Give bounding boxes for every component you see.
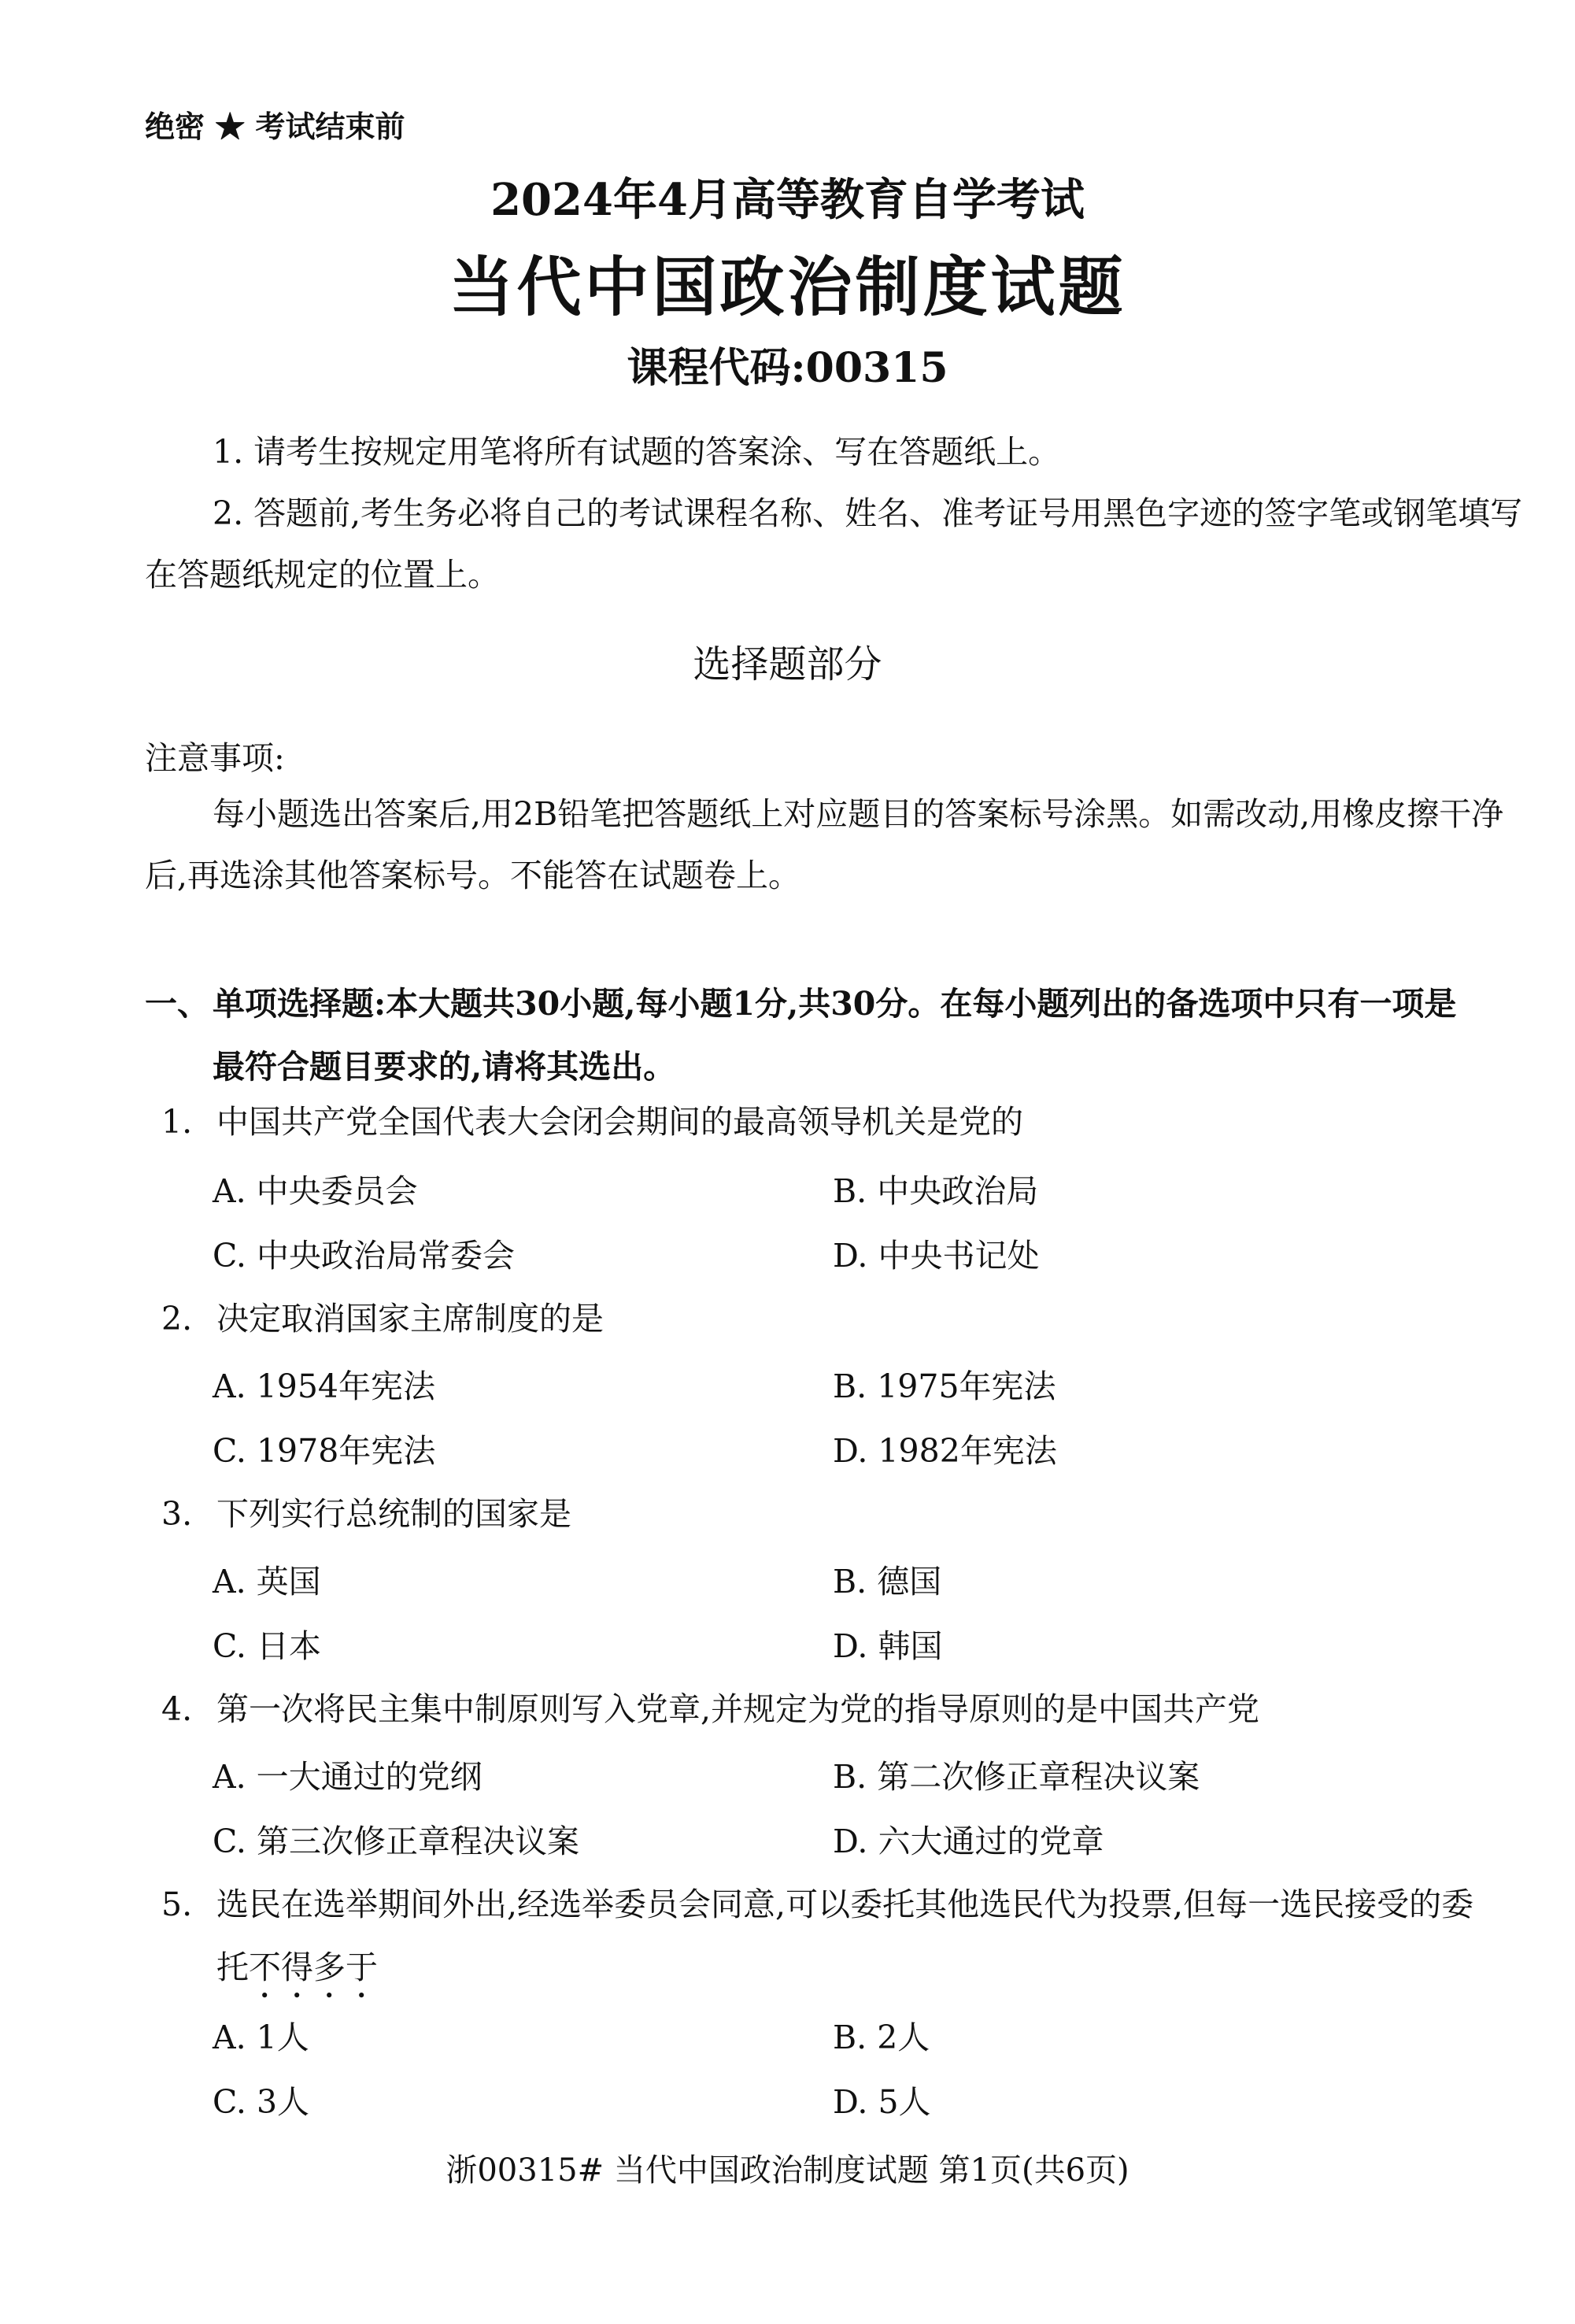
confidentiality-mark: 绝密 ★ 考试结束前 [145, 109, 405, 144]
question-stem: 决定取消国家主席制度的是 [216, 1300, 604, 1338]
question-2 [161, 1287, 1484, 1350]
option-b: B. 2人 [833, 2019, 930, 2056]
question-stem [161, 1873, 1484, 2005]
option-d: D. 5人 [833, 2083, 931, 2121]
part-heading-text: 单项选择题:本大题共30小题,每小题1分,共30分。在每小题列出的备选项中只有一项是最符合题目要求的,请将其选出。 [213, 985, 1457, 1086]
question-3 [161, 1482, 1484, 1545]
question-number: 2. [161, 1300, 193, 1338]
instruction-1: 1. 请考生按规定用笔将所有试题的答案涂、写在答题纸上。 [213, 433, 1061, 471]
option-a: A. 中央委员会 [213, 1172, 418, 1210]
subject-title: 当代中国政治制度试题 [449, 250, 1126, 325]
notes-text: 每小题选出答案后,用2B铅笔把答题纸上对应题目的答案标号涂黑。如需改动,用橡皮擦干净后,再选涂其他答案标号。不能答在试题卷上。 [145, 795, 1504, 894]
course-code: 课程代码:00315 [627, 344, 948, 392]
question-stem: 中国共产党全国代表大会闭会期间的最高领导机关是党的 [216, 1103, 1023, 1141]
question-number: 3. [161, 1495, 193, 1533]
question-5 [161, 1873, 1484, 2005]
option-b: B. 德国 [833, 1563, 942, 1601]
option-b: B. 中央政治局 [833, 1172, 1039, 1210]
question-number: 5. [161, 1885, 193, 1923]
option-a: A. 1人 [213, 2019, 309, 2056]
exam-title: 2024年4月高等教育自学考试 [490, 174, 1085, 226]
question-stem-text: 选民在选举期间外出,经选举委员会同意,可以委托其他选民代为投票,但每一选民接受的委托 [216, 1885, 1474, 1986]
notes-label: 注意事项: [145, 739, 285, 777]
question-number: 4. [161, 1690, 193, 1728]
option-a: A. 英国 [213, 1563, 321, 1601]
option-a: A. 1954年宪法 [213, 1367, 436, 1405]
question-4 [161, 1678, 1484, 1741]
part-number: 一、 [145, 985, 209, 1023]
option-b: B. 第二次修正章程决议案 [833, 1758, 1200, 1796]
option-c: C. 第三次修正章程决议案 [213, 1823, 579, 1860]
option-d: D. 韩国 [833, 1627, 943, 1665]
question-stem: 第一次将民主集中制原则写入党章,并规定为党的指导原则的是中国共产党 [216, 1690, 1260, 1728]
question-stem: 下列实行总统制的国家是 [216, 1495, 571, 1533]
question-1 [161, 1090, 1484, 1153]
option-c: C. 1978年宪法 [213, 1432, 436, 1470]
option-c: C. 中央政治局常委会 [213, 1237, 515, 1275]
option-d: D. 1982年宪法 [833, 1432, 1057, 1470]
option-c: C. 日本 [213, 1627, 321, 1665]
option-a: A. 一大通过的党纲 [213, 1758, 482, 1796]
option-d: D. 六大通过的党章 [833, 1823, 1104, 1860]
page-footer: 浙00315# 当代中国政治制度试题 第1页(共6页) [446, 2152, 1129, 2189]
option-d: D. 中央书记处 [833, 1237, 1040, 1275]
section-title: 选择题部分 [693, 642, 882, 686]
part-heading [145, 972, 1467, 1098]
option-b: B. 1975年宪法 [833, 1367, 1056, 1405]
instruction-2: 2. 答题前,考生务必将自己的考试课程名称、姓名、准考证号用黑色字迹的签字笔或钢笔填写在答题纸规定的位置上。 [145, 494, 1523, 594]
option-c: C. 3人 [213, 2083, 310, 2121]
question-number: 1. [161, 1103, 193, 1141]
emphasized-phrase: 不得多于 [249, 1948, 378, 1986]
